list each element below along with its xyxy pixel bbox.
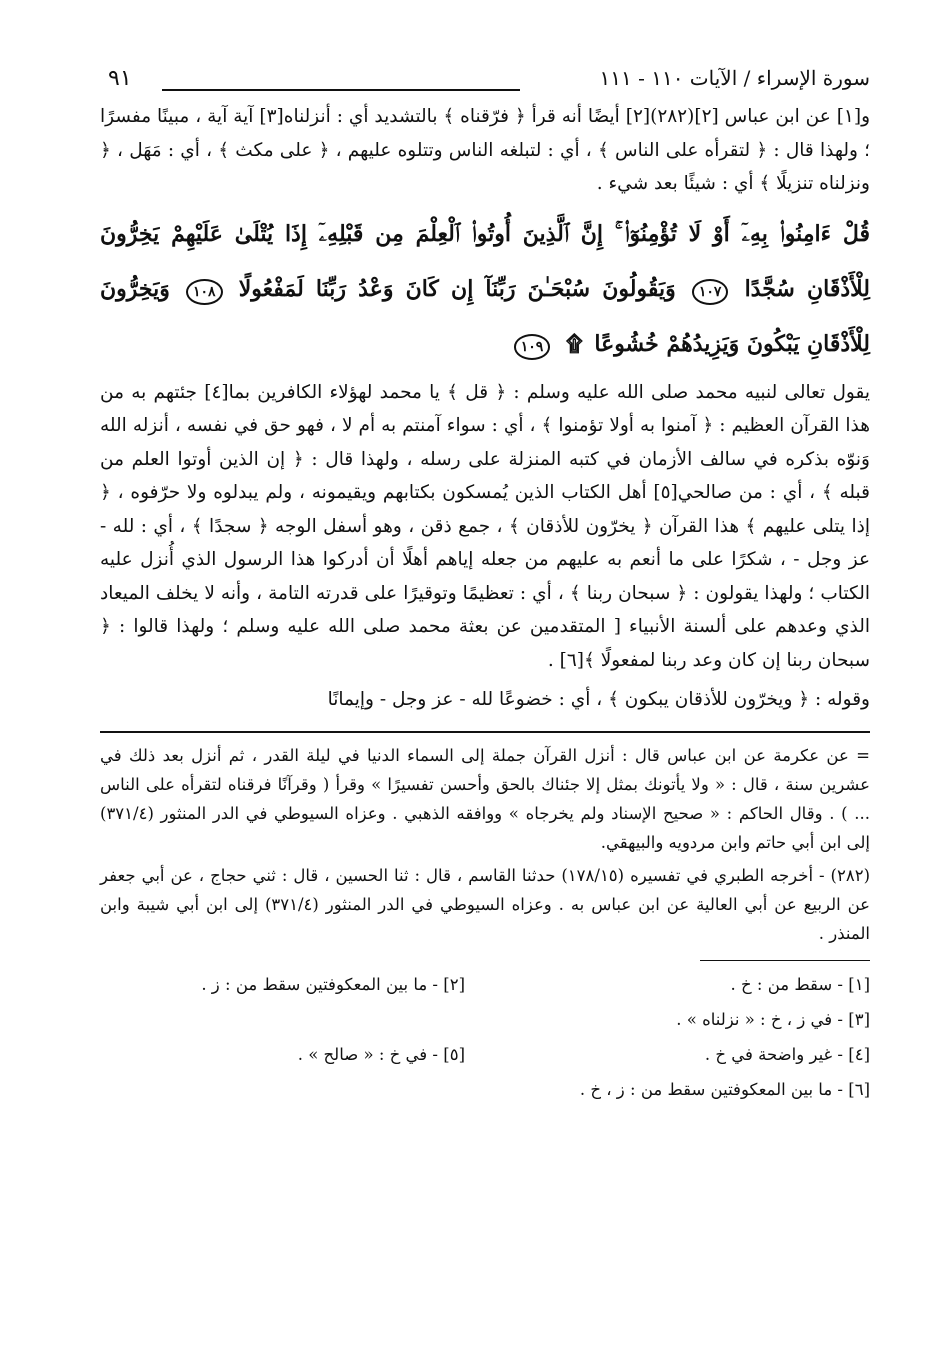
footnote-282: (٢٨٢) - أخرجه الطبري في تفسيره (١٧٨/١٥) حدثنا القاسم ، قال : ثنا الحسين ، قال : ثني حجاج ، عن أبي جعفر عن الربيع عن أبي العالية عن ابن عباس به . وعزاه السيوطي في الدر المنثور (٣٧١/٤) إلى ابن أبي شيبة وابن المنذر . (100, 865, 870, 943)
footnote-continued: = عن عكرمة عن ابن عباس قال : أنزل القرآن جملة إلى السماء الدنيا في ليلة القدر ، ثم أنزل بعد ذلك في عشرين سنة ، قال : « ولا يأتونك بمثل إلا جئناك بالحق وأحسن تفسيرًا » وقرأ ( وقرآنًا فرقناه لتقرأه على الناس ... ) . وقال الحاكم : « صحيح الإسناد ولم يخرجاه » ووافقه الذهبي . وعزاه السيوطي في الدر المنثور (٣٧١/٤) إلى ابن أبي حاتم وابن مردويه والبيهقي. (100, 745, 870, 852)
notes-separator (700, 960, 870, 961)
verse-107-text: قُلْ ءَامِنُوا۟ بِهِۦٓ أَوْ لَا تُؤْمِنُوٓا۟ ۚ إِنَّ ٱلَّذِينَ أُوتُوا۟ ٱلْعِلْمَ مِن قَبْلِهِۦٓ إِذَا يُتْلَىٰ عَلَيْهِمْ يَخِرُّونَ لِلْأَذْقَانِ سُجَّدًا (100, 220, 870, 302)
footnote-separator (100, 731, 870, 733)
verse-109-text: وَيَخِرُّونَ لِلْأَذْقَانِ يَبْكُونَ وَيَزِيدُهُمْ خُشُوعًا (100, 275, 870, 357)
header-rule (162, 89, 520, 91)
book-page (100, 60, 870, 1107)
commentary-paragraph: يقول تعالى لنبيه محمد صلى الله عليه وسلم : ﴿ قل ﴾ يا محمد لهؤلاء الكافرين بما[٤] جئتهم به من هذا القرآن العظيم : ﴿ آمنوا به أولا تؤمنوا ﴾ ، أي : سواء آمنتم به أم لا ، فهو حق في نفسه ، أنزله الله وَنوّه بذكره في سالف الأزمان في كتبه المنزلة على رسله ، ولهذا قال : ﴿ إن الذين أوتوا العلم من قبله ﴾ ، أي : من صالحي[٥] أهل الكتاب الذين يُمسكون بكتابهم ويقيمونه ، ولم يبدلوه ولا حرّفوه ، ﴿ إذا يتلى عليهم ﴾ هذا القرآن ﴿ يخرّون للأذقان ﴾ ، جمع ذقن ، وهو أسفل الوجه ﴿ سجدًا ﴾ ، أي : لله - عز وجل - ، شكرًا على ما أنعم به عليهم من جعله إياهم أهلًا أن أدركوا هذا الرسول الذي أُنزل عليه الكتاب ؛ ولهذا يقولون : ﴿ سبحان ربنا ﴾ ، أي : تعظيمًا وتوقيرًا على قدرته التامة ، وأنه لا يخلف الميعاد الذي وعدهم على ألسنة الأنبياء [ المتقدمين عن بعثة محمد صلى الله عليه وسلم ؛ ولهذا قالوا : ﴿ سبحان ربنا إن كان وعد ربنا لمفعولًا ﴾[٦] . (100, 381, 870, 671)
running-header (100, 60, 870, 100)
commentary-continuation: وقوله : ﴿ ويخرّون للأذقان يبكون ﴾ ، أي : خضوعًا لله - عز وجل - وإيمانًا (327, 689, 870, 710)
quran-verses (100, 207, 870, 372)
ayah-number-107: ١٠٧ (692, 279, 729, 305)
sajda-icon: ۩ (565, 330, 583, 357)
note-5: [٥] - في خ : « صالح » . (297, 1044, 465, 1064)
ayah-number-109: ١٠٩ (514, 334, 551, 360)
note-2: [٢] - ما بين المعكوفتين سقط من : ز . (201, 974, 465, 994)
note-4: [٤] - غير واضحة في خ . (704, 1044, 870, 1064)
verse-108-text: وَيَقُولُونَ سُبْحَـٰنَ رَبِّنَآ إِن كَانَ وَعْدُ رَبِّنَا لَمَفْعُولًا (238, 275, 676, 302)
note-3: [٣] - في ز ، خ : « نزلناه » . (676, 1009, 870, 1029)
note-6: [٦] - ما بين المعكوفتين سقط من : ز ، خ . (579, 1079, 870, 1099)
surah-title: سورة الإسراء / الآيات ١١٠ - ١١١ (599, 66, 870, 90)
intro-paragraph: و[١] عن ابن عباس [٢](٢٨٢)[٢] أيضًا أنه قرأ ﴿ فرّقناه ﴾ بالتشديد أي : أنزلناه[٣] آية آية ، مبينًا مفسرًا ؛ ولهذا قال : ﴿ لتقرأه على الناس ﴾ ، أي : لتبلغه الناس وتتلوه عليهم ، ﴿ على مكث ﴾ ، أي : مَهَل ، ﴿ ونزلناه تنزيلًا ﴾ أي : شيئًا بعد شيء . (100, 106, 871, 194)
note-1: [١] - سقط من : خ . (730, 974, 870, 994)
page-number: ٩١ (108, 66, 132, 91)
manuscript-notes (100, 967, 870, 1107)
ayah-number-108: ١٠٨ (186, 279, 223, 305)
